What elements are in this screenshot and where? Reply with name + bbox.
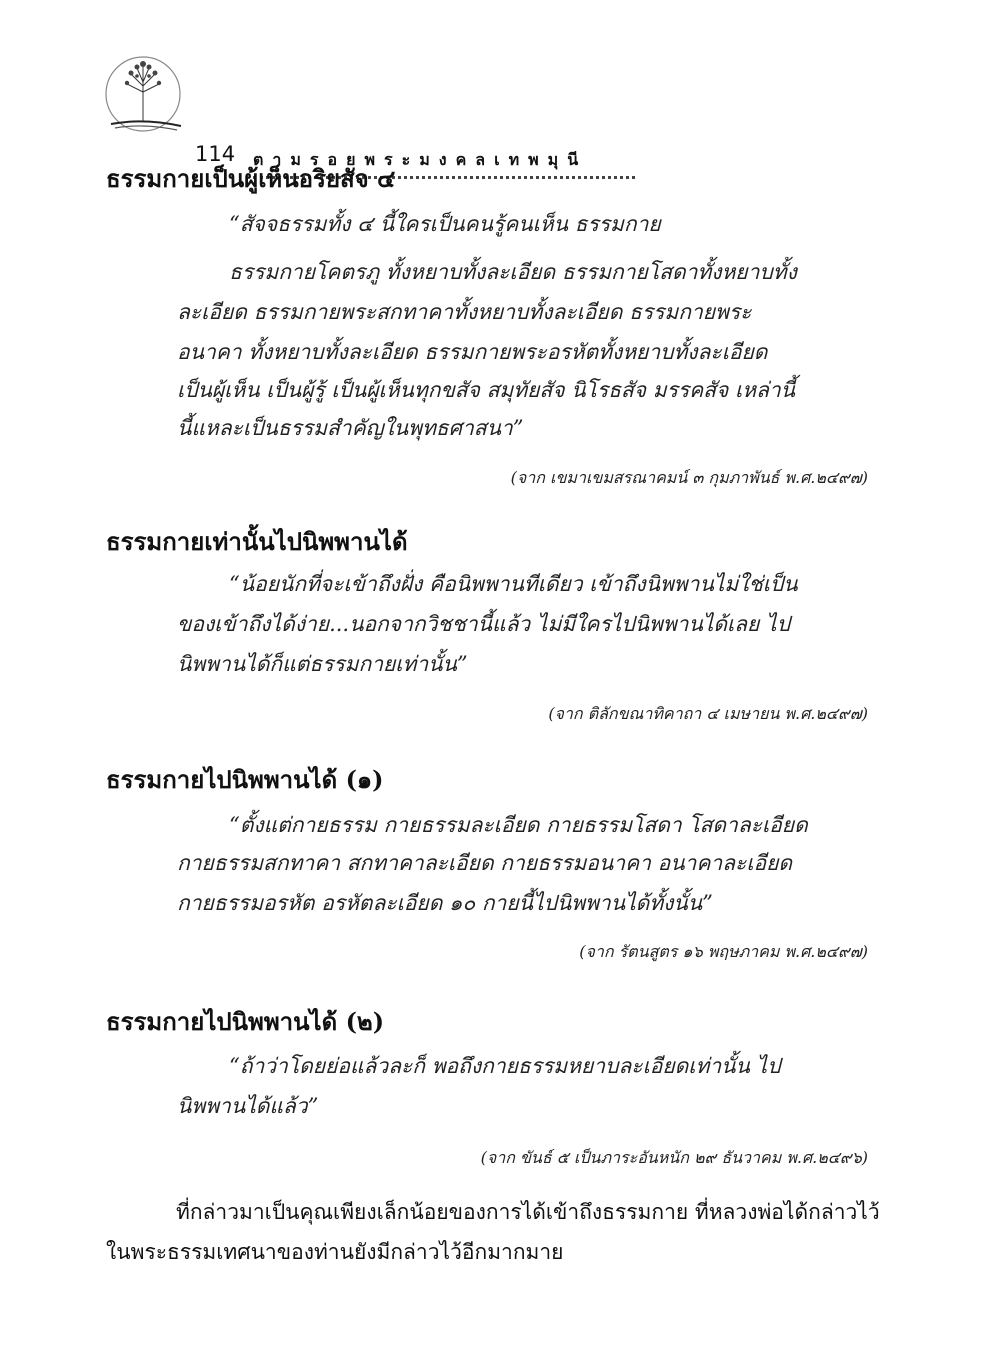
closing-line: ที่กล่าวมาเป็นคุณเพียงเล็กน้อยของการได้เข้าถึงธรรมกาย ที่หลวงพ่อได้กล่าวไว้	[176, 1200, 880, 1224]
quote-line: เป็นผู้เห็น เป็นผู้รู้ เป็นผู้เห็นทุกขสัจ สมุทัยสัจ นิโรธสัจ มรรคสัจ เหล่านี้	[177, 378, 796, 402]
quote-line: กายธรรมอรหัต อรหัตละเอียด ๑๐ กายนี้ไปนิพพานได้ทั้งนั้น”	[177, 891, 713, 915]
page-number: 114	[195, 142, 236, 166]
quote-line: “ถ้าว่าโดยย่อแล้วละก็ พอถึงกายธรรมหยาบละเอียดเท่านั้น ไป	[229, 1054, 781, 1078]
lotus-tree-logo-icon	[103, 52, 183, 136]
quote-line: “น้อยนักที่จะเข้าถึงฝั่ง คือนิพพานทีเดียว เข้าถึงนิพพานไม่ใช่เป็น	[229, 572, 798, 596]
quote-line: นิพพานได้แล้ว”	[177, 1094, 319, 1118]
quote-line: นิพพานได้ก็แต่ธรรมกายเท่านั้น”	[177, 652, 468, 676]
quote-line: ธรรมกายโคตรภู ทั้งหยาบทั้งละเอียด ธรรมกายโสดาทั้งหยาบทั้ง	[229, 260, 797, 284]
section-heading-4: ธรรมกายไปนิพพานได้ (๒)	[106, 1007, 385, 1036]
section-heading-3: ธรรมกายไปนิพพานได้ (๑)	[106, 765, 384, 794]
quote-line: อนาคา ทั้งหยาบทั้งละเอียด ธรรมกายพระอรหัตทั้งหยาบทั้งละเอียด	[177, 340, 768, 364]
source-citation-1: (จาก เขมาเขมสรณาคมน์ ๓ กุมภาพันธ์ พ.ศ.๒๔๙๗)	[510, 468, 868, 487]
quote-line: นี้แหละเป็นธรรมสำคัญในพุทธศาสนา”	[177, 416, 524, 440]
closing-line: ในพระธรรมเทศนาของท่านยังมีกล่าวไว้อีกมากมาย	[106, 1240, 564, 1264]
section-heading-2: ธรรมกายเท่านั้นไปนิพพานได้	[106, 527, 408, 556]
quote-line: “ตั้งแต่กายธรรม กายธรรมละเอียด กายธรรมโสดา โสดาละเอียด	[229, 813, 808, 837]
source-citation-3: (จาก รัตนสูตร ๑๖ พฤษภาคม พ.ศ.๒๔๙๗)	[579, 942, 868, 961]
section-heading-1: ธรรมกายเป็นผู้เห็นอริยสัจ ๔	[106, 164, 396, 193]
quote-line: ละเอียด ธรรมกายพระสกทาคาทั้งหยาบทั้งละเอียด ธรรมกายพระ	[177, 300, 752, 324]
source-citation-4: (จาก ขันธ์ ๕ เป็นภาระอันหนัก ๒๙ ธันวาคม พ.ศ.๒๔๙๖)	[480, 1148, 868, 1167]
page-header	[103, 52, 588, 169]
source-citation-2: (จาก ติลักขณาทิคาถา ๔ เมษายน พ.ศ.๒๔๙๗)	[548, 704, 868, 723]
quote-line: “สัจจธรรมทั้ง ๔ นี้ใครเป็นคนรู้คนเห็น ธรรมกาย	[229, 212, 661, 236]
quote-line: กายธรรมสกทาคา สกทาคาละเอียด กายธรรมอนาคา อนาคาละเอียด	[177, 851, 793, 875]
running-title: ตามรอยพระมงคลเทพมุนี	[253, 150, 588, 169]
quote-line: ของเข้าถึงได้ง่าย...นอกจากวิชชานี้แล้ว ไม่มีใครไปนิพพานได้เลย ไป	[177, 612, 790, 636]
